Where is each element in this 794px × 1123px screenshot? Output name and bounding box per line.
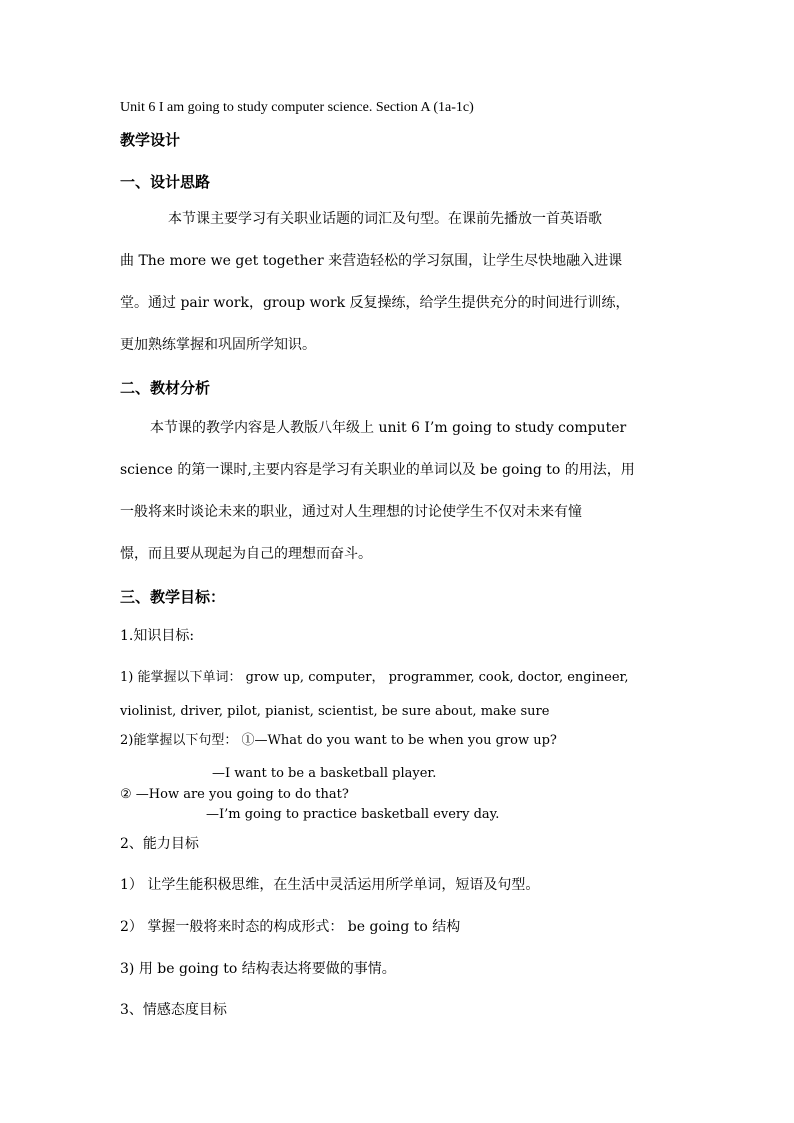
paragraph-line: science 的第一课时,主要内容是学习有关职业的单词以及 be going to 的用法，用	[120, 462, 635, 478]
question-2: ② —How are you going to do that?	[120, 787, 349, 802]
answer-2: —I’m going to practice basketball every day.	[206, 807, 500, 822]
sentence-pattern-label: 2)能掌握以下句型：	[120, 733, 238, 748]
paragraph-line: 一般将来时谈论未来的职业，通过对人生理想的讨论使学生不仅对未来有憧	[120, 504, 582, 520]
paragraph-line: 更加熟练掌握和巩固所学知识。	[120, 337, 316, 353]
knowledge-objective-label: 1.知识目标:	[120, 628, 195, 644]
paragraph-line: 堂。通过 pair work，group work 反复操练，给学生提供充分的时间进行训练，	[120, 295, 630, 311]
main-heading: 教学设计	[120, 131, 181, 149]
emotion-objective-label: 3、情感态度目标	[120, 1002, 227, 1018]
ability-item: 1） 让学生能积极思维，在生活中灵活运用所学单词，短语及句型。	[120, 877, 540, 893]
paragraph-line: 本节课的教学内容是人教版八年级上 unit 6 I’m going to study computer	[150, 420, 627, 436]
document-title: Unit 6 I am going to study computer science. Section A (1a-1c)	[120, 100, 474, 115]
section-heading-design: 一、设计思路	[120, 173, 211, 191]
section-heading-objectives: 三、教学目标：	[120, 588, 226, 606]
words-line: violinist, driver, pilot, pianist, scientist, be sure about, make sure	[120, 704, 550, 719]
ability-item: 3) 用 be going to 结构表达将要做的事情。	[120, 961, 396, 977]
paragraph-line: 憬，而且要从现起为自己的理想而奋斗。	[120, 546, 372, 562]
words-line: 1) 能掌握以下单词： grow up, computer， programmer, cook, doctor, engineer,	[120, 670, 629, 685]
section-heading-material: 二、教材分析	[120, 379, 211, 397]
answer-1: —I want to be a basketball player.	[212, 766, 437, 781]
paragraph-line: 曲 The more we get together 来营造轻松的学习氛围，让学生尽快地融入进课	[120, 253, 623, 269]
sentence-pattern-row	[120, 732, 557, 750]
ability-objective-label: 2、能力目标	[120, 836, 199, 852]
paragraph-line: 本节课主要学习有关职业话题的词汇及句型。在课前先播放一首英语歌	[168, 211, 602, 227]
ability-item: 2） 掌握一般将来时态的构成形式： be going to 结构	[120, 919, 461, 935]
question-1: ①—What do you want to be when you grow up?	[241, 733, 557, 748]
